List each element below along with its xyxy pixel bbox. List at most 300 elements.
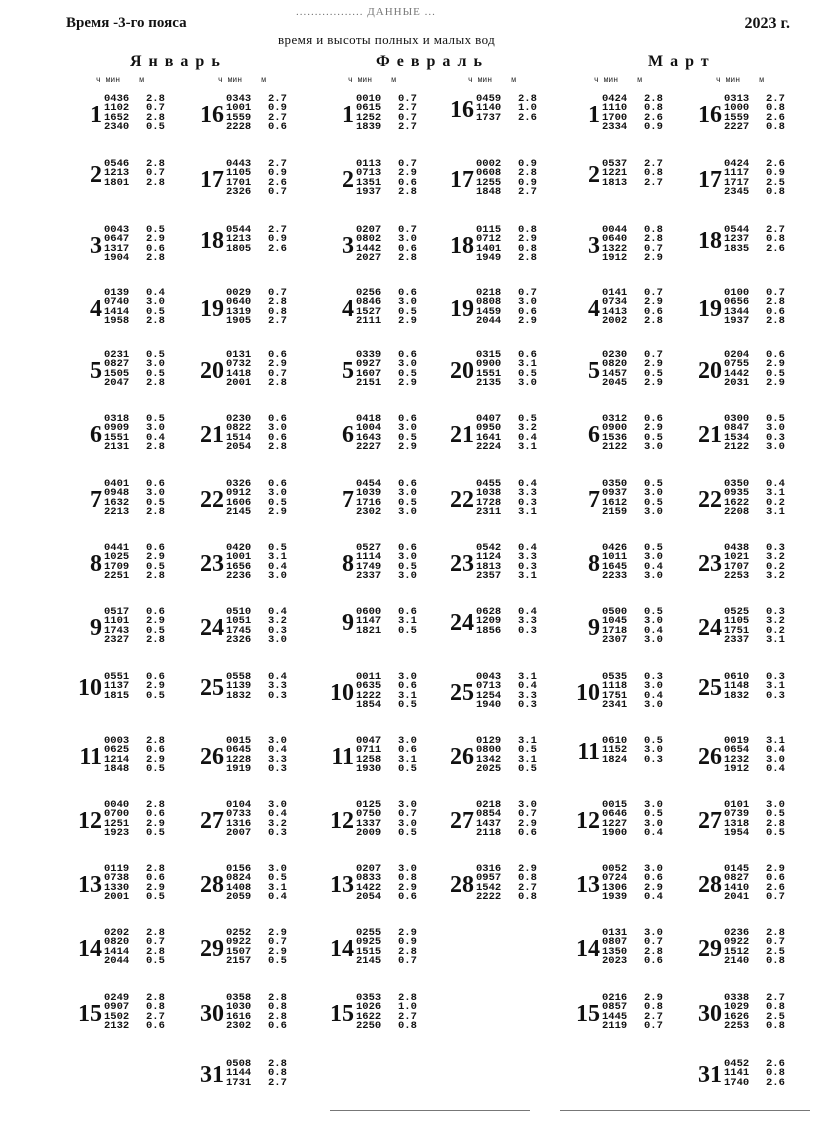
tide-time: 1118 [602, 680, 628, 693]
day-number: 16 [698, 102, 722, 129]
tide-time: 1213 [104, 167, 130, 180]
tide-time: 0029 [226, 287, 252, 299]
day-number: 22 [200, 487, 224, 514]
tide-time: 1422 [356, 881, 382, 894]
tide-height: 0.5 [398, 763, 417, 776]
tide-time: 2327 [104, 634, 130, 647]
tide-height: 2.9 [644, 252, 663, 265]
tide-height: 2.9 [518, 315, 537, 328]
tide-time: 0316 [476, 863, 502, 875]
tide-height: 3.1 [766, 680, 785, 693]
tide-height: 3.3 [518, 689, 537, 702]
tide-height: 0.6 [146, 478, 165, 490]
tide-heights [518, 865, 537, 903]
day-number: 8 [588, 551, 600, 578]
tide-time: 1322 [602, 242, 628, 255]
tide-time: 0139 [104, 287, 130, 299]
tide-time: 0207 [356, 863, 382, 875]
tide-time: 1745 [226, 624, 252, 637]
tide-time: 1632 [104, 496, 130, 509]
tide-time: 2122 [602, 441, 628, 454]
tide-times [602, 226, 627, 264]
tide-height: 0.6 [518, 305, 537, 318]
tide-height: 0.6 [766, 349, 785, 361]
tide-times [724, 544, 749, 582]
day-number: 28 [200, 872, 224, 899]
tide-time: 1030 [226, 1001, 252, 1014]
tide-height: 3.0 [268, 634, 287, 647]
tide-height: 0.4 [146, 431, 165, 444]
tide-time: 0610 [602, 735, 628, 747]
tide-time: 0100 [724, 287, 750, 299]
tide-height: 0.8 [766, 233, 785, 246]
day-number: 18 [200, 228, 224, 255]
tide-height: 0.4 [146, 287, 165, 299]
tide-heights [146, 673, 165, 701]
tide-times [602, 95, 627, 133]
tide-time: 0820 [602, 358, 628, 371]
tide-height: 3.0 [644, 863, 663, 875]
tide-heights [518, 737, 537, 775]
tide-time: 2031 [724, 377, 750, 390]
tide-height: 3.0 [398, 233, 417, 246]
tide-times [476, 351, 501, 389]
header-subtitle: время и высоты полных и малых вод [278, 32, 496, 47]
tide-time: 0854 [476, 808, 502, 821]
tide-time: 2047 [104, 377, 130, 390]
tide-time: 0551 [104, 671, 130, 683]
tide-height: 0.5 [146, 224, 165, 236]
tide-time: 2054 [226, 441, 252, 454]
tide-time: 1709 [104, 560, 130, 573]
tide-height: 0.4 [518, 680, 537, 693]
tide-time: 2227 [724, 121, 750, 134]
tide-height: 2.9 [398, 441, 417, 454]
tide-time: 1137 [104, 680, 130, 693]
tide-height: 0.5 [398, 560, 417, 573]
tide-heights [518, 289, 537, 327]
tide-time: 2145 [356, 955, 382, 968]
tide-height: 2.8 [146, 927, 165, 939]
tide-time: 1515 [356, 945, 382, 958]
tide-height: 0.6 [146, 872, 165, 885]
tide-height: 2.9 [146, 817, 165, 830]
tide-time: 0452 [724, 1058, 750, 1070]
tide-height: 1.0 [398, 1001, 417, 1014]
month-title-march: Март [648, 53, 716, 70]
tide-time: 0230 [602, 349, 628, 361]
tide-time: 0527 [356, 542, 382, 554]
tide-heights [644, 994, 663, 1032]
tide-heights [766, 801, 785, 839]
tide-heights [268, 480, 287, 518]
tide-height: 2.7 [766, 224, 785, 236]
tide-time: 2119 [602, 1020, 628, 1033]
tide-time: 1318 [724, 817, 750, 830]
tide-time: 2122 [724, 441, 750, 454]
tide-height: 2.7 [146, 1010, 165, 1023]
tide-time: 0820 [104, 936, 130, 949]
tide-height: 3.1 [518, 358, 537, 371]
tide-height: 0.3 [766, 671, 785, 683]
day-number: 31 [698, 1062, 722, 1089]
tide-time: 1740 [724, 1076, 750, 1089]
tide-time: 1912 [602, 252, 628, 265]
units-label [96, 76, 144, 85]
tide-times [602, 673, 627, 711]
tide-height: 3.1 [518, 506, 537, 519]
tide-time: 0508 [226, 1058, 252, 1070]
tide-height: 0.8 [518, 872, 537, 885]
tide-height: 2.7 [398, 102, 417, 115]
tide-height: 3.0 [766, 422, 785, 435]
day-number: 16 [450, 97, 474, 124]
tide-height: 2.6 [766, 242, 785, 255]
tide-times [602, 351, 627, 389]
tide-time: 0807 [602, 936, 628, 949]
tide-time: 1900 [602, 827, 628, 840]
tide-times [724, 608, 749, 646]
day-number: 5 [342, 358, 354, 385]
tide-heights [398, 801, 417, 839]
tide-heights [268, 608, 287, 646]
tide-time: 1051 [226, 615, 252, 628]
tide-height: 0.6 [398, 680, 417, 693]
tide-time: 1105 [226, 167, 252, 180]
tide-height: 2.8 [268, 441, 287, 454]
tide-height: 2.9 [644, 992, 663, 1004]
tide-time: 1949 [476, 252, 502, 265]
tide-time: 2118 [476, 827, 502, 840]
tide-time: 0645 [226, 744, 252, 757]
day-number: 7 [588, 487, 600, 514]
tide-heights [766, 289, 785, 327]
day-number: 10 [330, 680, 354, 707]
day-number: 14 [330, 936, 354, 963]
tide-heights [398, 544, 417, 582]
tide-time: 0256 [356, 287, 382, 299]
tide-height: 0.4 [268, 606, 287, 618]
day-number: 10 [576, 680, 600, 707]
tide-height: 3.0 [766, 753, 785, 766]
tide-height: 3.0 [398, 799, 417, 811]
tide-times [104, 480, 129, 518]
tide-times [226, 351, 251, 389]
tide-time: 2337 [724, 634, 750, 647]
tide-time: 0857 [602, 1001, 628, 1014]
tide-times [476, 608, 501, 636]
tide-time: 0300 [724, 413, 750, 425]
tide-height: 2.9 [146, 551, 165, 564]
tide-height: 2.8 [518, 167, 537, 180]
tide-height: 0.8 [766, 1020, 785, 1033]
tide-time: 0628 [476, 606, 502, 618]
tide-height: 2.8 [146, 252, 165, 265]
tide-height: 0.4 [518, 542, 537, 554]
tide-time: 2001 [226, 377, 252, 390]
tide-time: 1514 [226, 431, 252, 444]
tide-height: 3.0 [398, 296, 417, 309]
tide-heights [268, 673, 287, 701]
tide-time: 1856 [476, 624, 502, 637]
tide-height: 3.0 [146, 358, 165, 371]
tide-height: 2.9 [146, 615, 165, 628]
tide-height: 0.3 [766, 431, 785, 444]
tide-height: 0.6 [766, 305, 785, 318]
tide-time: 0610 [724, 671, 750, 683]
tide-times [226, 865, 251, 903]
tide-heights [766, 415, 785, 453]
tide-time: 1255 [476, 176, 502, 189]
tide-heights [644, 673, 663, 711]
tide-height: 2.8 [146, 441, 165, 454]
tide-times [226, 929, 251, 967]
tide-height: 0.3 [766, 689, 785, 702]
day-number: 25 [698, 675, 722, 702]
tide-height: 0.6 [398, 478, 417, 490]
tide-time: 1652 [104, 111, 130, 124]
tide-time: 1251 [104, 817, 130, 830]
tide-time: 1252 [356, 111, 382, 124]
tide-time: 2140 [724, 955, 750, 968]
tide-height: 2.8 [398, 992, 417, 1004]
day-number: 29 [698, 936, 722, 963]
unit-height-label: м [139, 76, 145, 85]
tide-time: 0424 [724, 158, 750, 170]
tide-height: 2.9 [268, 506, 287, 519]
tide-height: 3.2 [518, 422, 537, 435]
tide-height: 2.9 [146, 753, 165, 766]
tide-height: 0.5 [146, 413, 165, 425]
tide-height: 1.0 [518, 102, 537, 115]
tide-time: 1626 [724, 1010, 750, 1023]
tide-time: 0350 [724, 478, 750, 490]
tide-time: 0113 [356, 158, 382, 170]
tide-times [724, 415, 749, 453]
tide-height: 3.1 [398, 689, 417, 702]
tide-time: 1414 [104, 305, 130, 318]
tide-height: 3.1 [766, 634, 785, 647]
tide-times [104, 160, 129, 188]
day-number: 4 [90, 296, 102, 323]
tide-height: 0.4 [644, 689, 663, 702]
tide-height: 3.2 [268, 817, 287, 830]
tide-time: 0925 [356, 936, 382, 949]
tide-time: 0339 [356, 349, 382, 361]
tide-height: 3.0 [644, 799, 663, 811]
tide-height: 2.7 [644, 1010, 663, 1023]
header-timezone: Время -3-го пояса [66, 15, 187, 31]
tide-time: 1004 [356, 422, 382, 435]
tide-heights [644, 865, 663, 903]
tide-time: 1813 [476, 560, 502, 573]
units-label [348, 76, 396, 85]
tide-time: 1110 [602, 102, 628, 115]
tide-time: 1000 [724, 102, 750, 115]
tide-height: 2.8 [146, 863, 165, 875]
units-label [468, 76, 516, 85]
day-number: 1 [342, 102, 354, 129]
tide-time: 2025 [476, 763, 502, 776]
tide-height: 0.6 [146, 1020, 165, 1033]
tide-height: 3.0 [398, 671, 417, 683]
day-number: 10 [78, 675, 102, 702]
tide-time: 1001 [226, 551, 252, 564]
tide-height: 3.0 [644, 570, 663, 583]
tide-height: 0.6 [268, 413, 287, 425]
tide-time: 1152 [602, 744, 628, 757]
tide-times [104, 865, 129, 903]
tide-height: 2.6 [644, 111, 663, 124]
tide-height: 0.6 [398, 287, 417, 299]
tide-heights [146, 929, 165, 967]
day-number: 23 [698, 551, 722, 578]
tide-heights [766, 160, 785, 198]
day-number: 15 [576, 1001, 600, 1028]
tide-time: 0343 [226, 93, 252, 105]
tide-time: 1622 [356, 1010, 382, 1023]
tide-time: 0713 [476, 680, 502, 693]
tide-time: 1214 [104, 753, 130, 766]
tide-heights [146, 994, 165, 1032]
tide-time: 1330 [104, 881, 130, 894]
tide-time: 1919 [226, 763, 252, 776]
tide-height: 2.7 [268, 224, 287, 236]
tide-height: 3.0 [644, 927, 663, 939]
tide-time: 0255 [356, 927, 382, 939]
tide-time: 0808 [476, 296, 502, 309]
tide-height: 3.0 [518, 377, 537, 390]
tide-time: 2341 [602, 699, 628, 712]
tide-time: 0833 [356, 872, 382, 885]
tide-time: 1937 [724, 315, 750, 328]
tide-height: 2.9 [644, 422, 663, 435]
tide-heights [398, 289, 417, 327]
tide-height: 0.6 [518, 349, 537, 361]
tide-time: 1645 [602, 560, 628, 573]
tide-time: 2023 [602, 955, 628, 968]
tide-height: 3.1 [398, 615, 417, 628]
tide-time: 2001 [104, 891, 130, 904]
tide-height: 2.8 [268, 1010, 287, 1023]
tide-time: 0750 [356, 808, 382, 821]
tide-times [724, 994, 749, 1032]
day-number: 25 [200, 675, 224, 702]
tide-heights [398, 160, 417, 198]
tide-time: 0824 [226, 872, 252, 885]
tide-time: 1317 [104, 242, 130, 255]
tide-time: 0900 [476, 358, 502, 371]
day-number: 28 [698, 872, 722, 899]
tide-time: 1737 [476, 111, 502, 124]
tide-time: 0724 [602, 872, 628, 885]
tide-time: 1930 [356, 763, 382, 776]
tide-height: 0.8 [398, 1020, 417, 1033]
tide-height: 3.0 [398, 817, 417, 830]
tide-times [104, 608, 129, 646]
tide-times [356, 673, 381, 711]
tide-height: 3.0 [398, 735, 417, 747]
day-number: 23 [450, 551, 474, 578]
tide-height: 0.3 [518, 624, 537, 637]
tide-time: 1140 [476, 102, 502, 115]
day-number: 7 [90, 487, 102, 514]
tide-times [356, 608, 381, 636]
tide-time: 1442 [724, 367, 750, 380]
tide-heights [766, 994, 785, 1032]
tide-heights [268, 865, 287, 903]
tide-time: 1717 [724, 176, 750, 189]
tide-times [724, 95, 749, 133]
tide-height: 0.8 [644, 224, 663, 236]
tide-height: 0.6 [146, 242, 165, 255]
tide-time: 0640 [602, 233, 628, 246]
tide-time: 2002 [602, 315, 628, 328]
tide-height: 3.1 [766, 487, 785, 500]
tide-height: 0.5 [398, 699, 417, 712]
tide-height: 0.5 [146, 827, 165, 840]
tide-times [226, 289, 251, 327]
tide-time: 1905 [226, 315, 252, 328]
tide-time: 2228 [226, 121, 252, 134]
tide-time: 0900 [602, 422, 628, 435]
tide-time: 0204 [724, 349, 750, 361]
tide-time: 0922 [724, 936, 750, 949]
tide-time: 1124 [476, 551, 502, 564]
tide-height: 3.0 [644, 699, 663, 712]
tide-time: 0101 [724, 799, 750, 811]
tide-times [602, 737, 627, 765]
day-number: 17 [450, 167, 474, 194]
tide-height: 3.1 [766, 735, 785, 747]
tide-time: 0615 [356, 102, 382, 115]
tide-height: 0.3 [268, 763, 287, 776]
tide-heights [268, 1060, 287, 1088]
tide-height: 0.4 [766, 744, 785, 757]
tide-times [602, 865, 627, 903]
tide-time: 2224 [476, 441, 502, 454]
tide-heights [766, 226, 785, 254]
tide-time: 1542 [476, 881, 502, 894]
tide-time: 0950 [476, 422, 502, 435]
tide-height: 3.0 [644, 817, 663, 830]
tide-time: 2059 [226, 891, 252, 904]
tide-height: 2.8 [146, 158, 165, 170]
tide-height: 0.8 [268, 1067, 287, 1080]
day-number: 17 [200, 167, 224, 194]
tide-height: 0.6 [644, 872, 663, 885]
tide-time: 0739 [724, 808, 750, 821]
tide-height: 0.5 [146, 624, 165, 637]
tide-height: 0.9 [268, 167, 287, 180]
tide-height: 2.8 [518, 93, 537, 105]
tide-time: 1105 [724, 615, 750, 628]
unit-time-label: ч мин [468, 76, 493, 85]
tide-time: 2227 [356, 441, 382, 454]
tide-height: 2.9 [644, 377, 663, 390]
tide-time: 1606 [226, 496, 252, 509]
tide-heights [398, 95, 417, 133]
tide-time: 1306 [602, 881, 628, 894]
tide-height: 3.0 [766, 441, 785, 454]
units-label [716, 76, 764, 85]
day-number: 22 [698, 487, 722, 514]
tide-height: 3.0 [766, 799, 785, 811]
tide-times [602, 480, 627, 518]
day-number: 30 [698, 1001, 722, 1028]
tide-height: 3.0 [644, 441, 663, 454]
tide-heights [518, 160, 537, 198]
